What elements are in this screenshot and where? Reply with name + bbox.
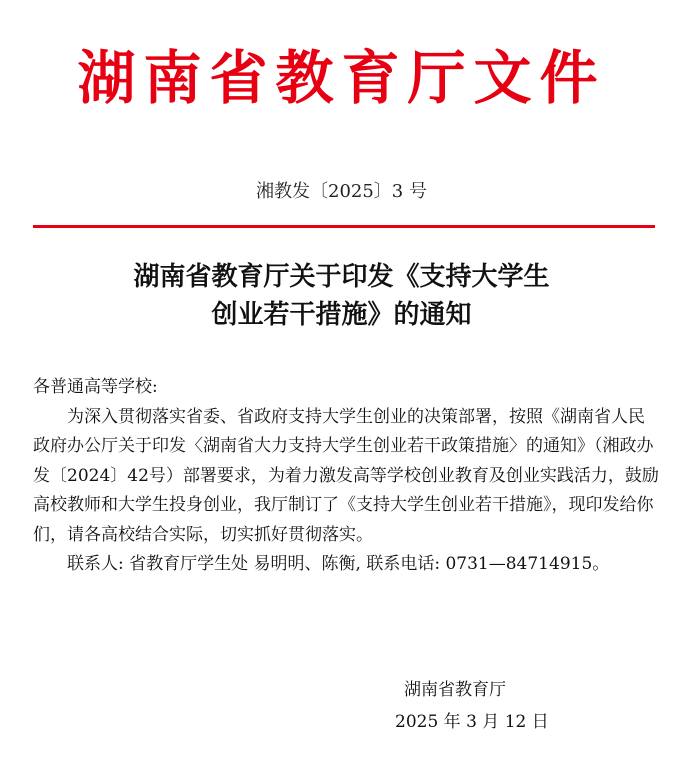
document-body bbox=[33, 373, 659, 580]
document-title-line-2: 创业若干措施》的通知 bbox=[211, 300, 472, 330]
salutation: 各普通高等学校: bbox=[33, 377, 158, 397]
body-paragraph: 为深入贯彻落实省委、省政府支持大学生创业的决策部署，按照《湖南省人民政府办公厅关于印发〈湖南省大力支持大学生创业若干政策措施〉的通知》（湘政办发〔2024〕42号）部署要求，为着力激发高等学校创业教育及创业实践活力，鼓励高校教师和大学生投身创业，我厅制订了《支持大学生创业若干措施》，现印发给你们，请各高校结合实际，切实抓好贯彻落实。 bbox=[33, 406, 659, 545]
signoff-block bbox=[395, 674, 595, 738]
contact-line: 联系人: 省教育厅学生处 易明明、陈衡, 联系电话: 0731—84714915。 bbox=[67, 554, 610, 574]
document-title bbox=[0, 258, 683, 334]
issuer-title: 湖南省教育厅文件 bbox=[77, 44, 606, 112]
document-title-line-1: 湖南省教育厅关于印发《支持大学生 bbox=[133, 262, 550, 292]
document-number: 湘教发〔2025〕3 号 bbox=[256, 181, 427, 202]
red-divider-line bbox=[33, 225, 655, 228]
signing-date: 2025 年 3 月 12 日 bbox=[395, 712, 549, 732]
signing-organization: 湖南省教育厅 bbox=[404, 680, 506, 700]
